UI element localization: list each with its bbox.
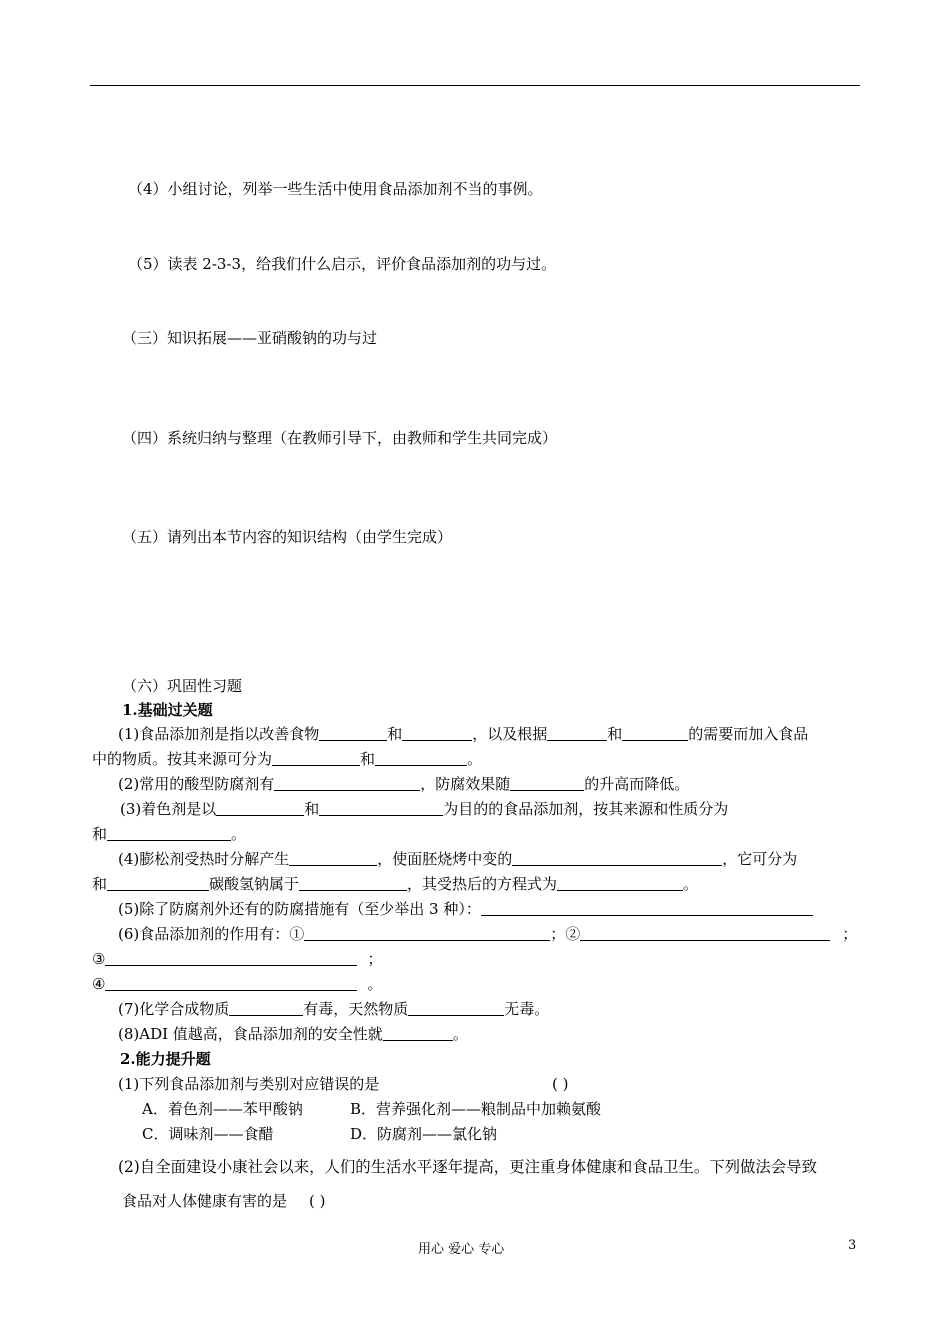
blank[interactable] [481, 901, 813, 916]
option-b[interactable]: B．营养强化剂——粮制品中加赖氨酸 [350, 1100, 602, 1118]
section-wu: （五）请列出本节内容的知识结构（由学生完成） [122, 528, 453, 546]
blank[interactable] [105, 951, 357, 966]
blank[interactable] [107, 876, 209, 891]
blank[interactable] [622, 726, 688, 741]
blank[interactable] [299, 876, 407, 891]
basic-q1-line1: (1)食品添加剂是指以改善食物 和 ，以及根据 和 的需要而加入食品 [118, 725, 809, 743]
blank[interactable] [272, 751, 360, 766]
section-liu: （六）巩固性习题 [122, 677, 243, 695]
blank[interactable] [216, 801, 304, 816]
blank[interactable] [408, 1001, 504, 1016]
blank[interactable] [383, 1026, 453, 1041]
section-5: （5）读表 2-3-3，给我们什么启示，评价食品添加剂的功与过。 [128, 255, 557, 273]
blank[interactable] [289, 851, 377, 866]
section-san: （三）知识拓展——亚硝酸钠的功与过 [122, 329, 378, 347]
option-d[interactable]: D．防腐剂——氯化钠 [350, 1125, 498, 1143]
blank[interactable] [402, 726, 472, 741]
blank[interactable] [557, 876, 683, 891]
basic-q8: (8)ADI 值越高，食品添加剂的安全性就 。 [118, 1025, 468, 1043]
basic-q6-line2: ③ ； [92, 950, 383, 968]
answer-paren[interactable]: ( ) [309, 1192, 326, 1210]
answer-paren[interactable]: ( ) [552, 1075, 569, 1093]
option-a[interactable]: A．着色剂——苯甲酸钠 [142, 1100, 303, 1118]
blank[interactable] [547, 726, 607, 741]
basic-q6-line1: (6)食品添加剂的作用有：① ；② ； [118, 925, 858, 943]
blank[interactable] [105, 976, 357, 991]
header-rule [90, 85, 860, 86]
advanced-heading: 2.能力提升题 [120, 1050, 211, 1068]
section-4: （4）小组讨论，列举一些生活中使用食品添加剂不当的事例。 [128, 180, 543, 198]
basic-q5: (5)除了防腐剂外还有的防腐措施有（至少举出 3 种）： [118, 899, 813, 919]
advanced-q2-line2: 食品对人体健康有害的是 ( ) [122, 1192, 326, 1210]
basic-heading: 1.基础过关题 [122, 701, 213, 719]
blank[interactable] [580, 926, 830, 941]
blank[interactable] [375, 751, 467, 766]
blank[interactable] [107, 826, 231, 841]
blank[interactable] [304, 926, 550, 941]
section-si: （四）系统归纳与整理（在教师引导下，由教师和学生共同完成） [122, 429, 558, 447]
blank[interactable] [510, 776, 584, 791]
basic-q4-line2: 和 碳酸氢钠属于 ，其受热后的方程式为 。 [92, 875, 699, 893]
blank[interactable] [229, 1001, 303, 1016]
basic-q3-line1: (3)着色剂是以 和 为目的的食品添加剂，按其来源和性质分为 [120, 800, 729, 818]
basic-q4-line1: (4)膨松剂受热时分解产生 ，使面胚烧烤中变的 ，它可分为 [118, 850, 798, 868]
blank[interactable] [319, 726, 387, 741]
blank[interactable] [274, 776, 420, 791]
basic-q1-line2: 中的物质。按其来源可分为 和 。 [92, 750, 483, 768]
page-number: 3 [848, 1238, 857, 1253]
footer-motto: 用心 爱心 专心 [418, 1242, 505, 1257]
basic-q2: (2)常用的酸型防腐剂有 ，防腐效果随 的升高而降低。 [118, 775, 690, 793]
basic-q7: (7)化学合成物质 有毒，天然物质 无毒。 [118, 1000, 550, 1018]
blank[interactable] [512, 851, 722, 866]
blank[interactable] [319, 801, 443, 816]
advanced-q2-line1: (2)自全面建设小康社会以来，人们的生活水平逐年提高，更注重身体健康和食品卫生。下列做法会导致 [118, 1158, 817, 1176]
advanced-q1-stem: (1)下列食品添加剂与类别对应错误的是 [118, 1075, 380, 1093]
basic-q6-line3: ④ 。 [92, 975, 383, 993]
option-c[interactable]: C．调味剂——食醋 [142, 1125, 274, 1143]
basic-q3-line2: 和 。 [92, 825, 247, 843]
